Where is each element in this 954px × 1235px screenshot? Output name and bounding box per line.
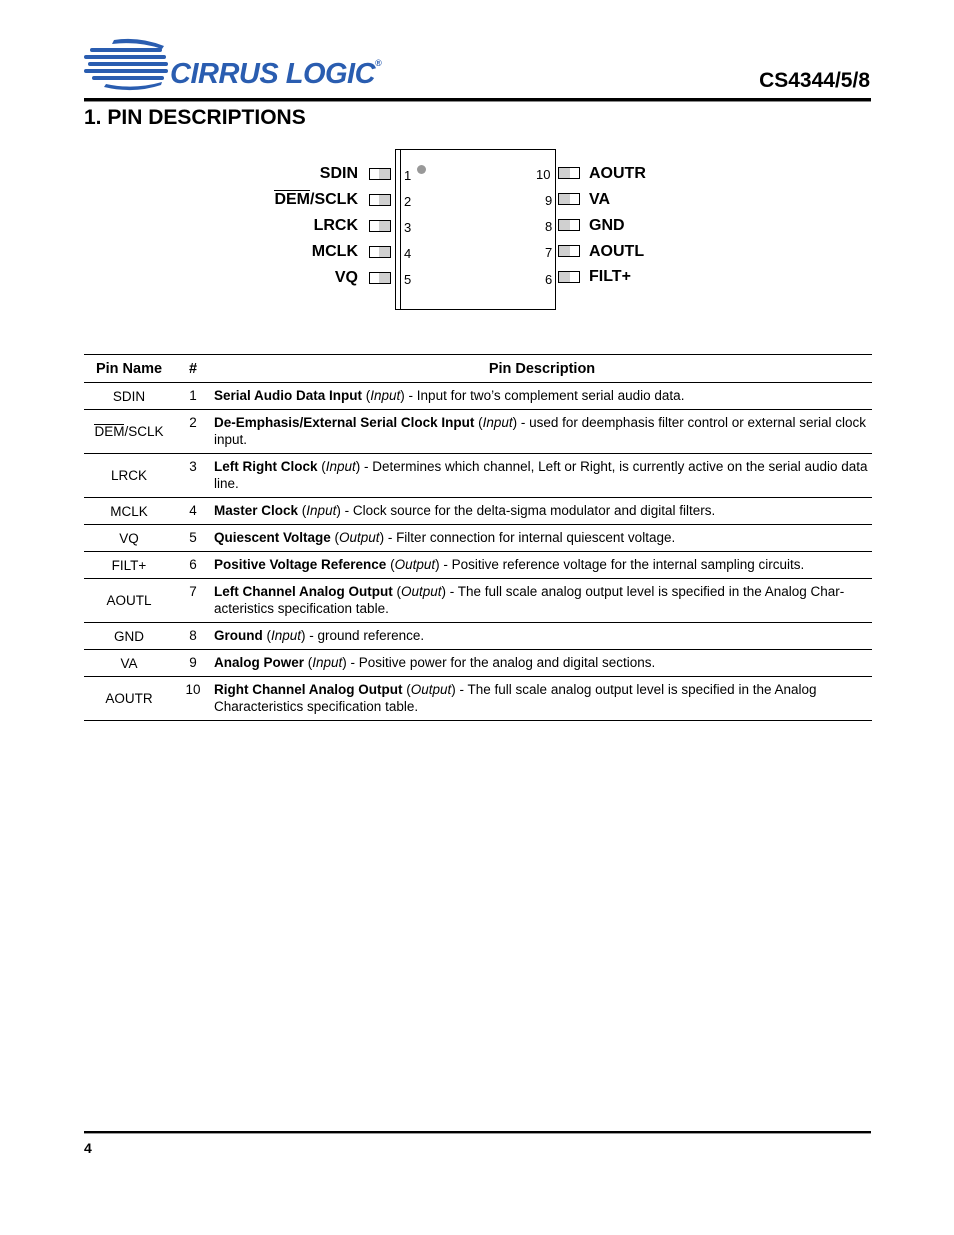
pin-name: LRCK [110,468,147,483]
pin-direction: Input [482,415,513,430]
pin-number-cell: 3 [174,454,212,498]
pin-label-dem-sclk: DEM/SCLK [274,191,358,208]
pin-number-4: 4 [404,246,412,261]
column-header-pin-name: Pin Name [84,355,174,383]
pin-number-9: 9 [545,193,553,208]
pin-pad-5 [369,272,391,284]
pin-description-cell: Analog Power (Input) - Positive power for the analog and digital sections. [212,650,872,677]
brand-name: CIRRUS LOGIC® [170,58,382,90]
pin-description-separator: - [404,388,417,403]
pin-pad-8 [558,219,580,231]
pin-description-cell: Left Right Clock (Input) - Determines which channel, Left or Right, is currently active on the serial audio data line. [212,454,872,498]
pin-description-text: The full scale analog output level is specified in the Analog Char-acteristics specification table. [214,584,845,616]
pin-name-cell [84,383,174,410]
section-title: 1. PIN DESCRIPTIONS [84,106,306,129]
pin-direction: Output [339,530,380,545]
table-body [84,383,872,721]
pin-name: MCLK [110,503,148,519]
pin-label-aoutr: AOUTR [589,165,646,182]
pin-description-text: The full scale analog output level is specified in the Analog Characteristics specification table. [214,682,817,714]
pin-number-7: 7 [545,245,553,260]
table-row [84,454,872,498]
header-divider [84,98,871,102]
table-row [84,579,872,623]
pin-pad-10 [558,167,580,179]
pin-description-cell: Master Clock (Input) - Clock source for the delta-sigma modulator and digital filters. [212,498,872,525]
pin-description-text: Determines which channel, Left or Right, is currently active on the serial audio data line. [214,459,868,491]
pin-description-text: Filter connection for internal quiescent voltage. [396,530,676,545]
pin-direction: Output [400,584,442,599]
pin-description-title: Master Clock [214,503,299,518]
pin-description-title: Left Right Clock [214,459,318,474]
table-row [84,650,872,677]
cirrus-logic-logo [84,38,382,92]
table-row [84,552,872,579]
pin-name: VA [120,655,138,671]
pin-description-text: Positive reference voltage for the internal sampling circuits. [451,557,805,572]
pin-pad-3 [369,220,391,232]
pin-description-title: Positive Voltage Reference [214,557,387,572]
pin1-indicator-icon [417,165,426,174]
pin-description-cell: Left Channel Analog Output (Output) - The full scale analog output level is specified in the Analog Char-acteristics specification table. [212,579,872,623]
pin-number-1: 1 [404,168,412,183]
pin-description-separator: - [439,557,452,572]
pin-direction: Input [306,503,337,518]
pin-number-cell: 6 [174,552,212,579]
pin-description-text: Positive power for the analog and digital sections. [358,655,656,670]
pin-label-mclk: MCLK [311,243,358,260]
table-row [84,677,872,721]
pin-name-cell [84,552,174,579]
table-row [84,623,872,650]
pin-description-separator: - [346,655,359,670]
pin-direction: Output [394,557,436,572]
pin-description-title: Serial Audio Data Input [214,388,363,403]
pin-name: AOUTL [106,593,152,608]
pin-label-sdin: SDIN [319,165,358,182]
pin-direction: Input [271,628,302,643]
pin-description-cell: Ground (Input) - ground reference. [212,623,872,650]
pin-name: SDIN [112,388,146,404]
pin-description-title: Left Channel Analog Output [214,584,393,599]
table-row [84,410,872,454]
pin-label-filt: FILT+ [589,268,631,285]
pin-description-text: ground reference. [317,628,425,643]
pin-name-cell [84,579,174,623]
pin-description-title: Right Channel Analog Output [214,682,403,697]
pin-description-separator: - [517,415,530,430]
pin-description-cell: Positive Voltage Reference (Output) - Positive reference voltage for the internal sampling circuits. [212,552,872,579]
pin-name-cell [84,498,174,525]
column-header-number: # [174,355,212,383]
logo-swoosh-icon [84,38,174,92]
pin-name-cell [84,623,174,650]
pin-label-aoutl: AOUTL [589,243,645,260]
table-row [84,525,872,552]
pin-description-separator: - [446,584,458,599]
chip-edge-line [398,149,401,310]
pin-number-5: 5 [404,272,412,287]
pin-pad-4 [369,246,391,258]
column-header-description: Pin Description [212,355,872,383]
pin-name-cell [84,454,174,498]
pin-description-cell: Serial Audio Data Input (Input) - Input for two’s complement serial audio data. [212,383,872,410]
pin-pad-2 [369,194,391,206]
pin-description-title: Ground [214,628,263,643]
pin-name-cell [84,677,174,721]
table-row [84,383,872,410]
pin-description-separator: - [305,628,318,643]
pin-number-cell: 10 [174,677,212,721]
pin-pad-9 [558,193,580,205]
pin-number-3: 3 [404,220,412,235]
pin-label-va: VA [589,191,611,208]
footer-divider [84,1131,871,1134]
pin-description-cell: Quiescent Voltage (Output) - Filter connection for internal quiescent voltage. [212,525,872,552]
pin-number-cell: 9 [174,650,212,677]
pin-description-title: Analog Power [214,655,305,670]
pin-name: /SCLK [124,424,164,439]
pin-pad-6 [558,271,580,283]
pin-description-title: De-Emphasis/External Serial Clock Input [214,415,475,430]
pin-direction: Input [325,459,356,474]
pin-direction: Output [410,682,452,697]
pin-name: GND [114,628,144,644]
pin-description-separator: - [455,682,468,697]
pin-pad-1 [369,168,391,180]
document-title: CS4344/5/8 [759,69,870,92]
pin-name-cell [84,525,174,552]
pin-number-6: 6 [545,272,553,287]
pin-pad-7 [558,245,580,257]
pin-description-text: Clock source for the delta-sigma modulator and digital filters. [352,503,716,518]
page-number: 4 [84,1140,92,1156]
pin-number-8: 8 [545,219,553,234]
pin-number-cell: 8 [174,623,212,650]
pin-description-separator: - [340,503,353,518]
pin-description-cell: De-Emphasis/External Serial Clock Input (Input) - used for deemphasis filter control or external serial clock input. [212,410,872,454]
pin-label-gnd: GND [589,217,625,234]
pin-number-10: 10 [536,167,551,182]
pin-name-cell [84,650,174,677]
pin-number-cell: 2 [174,410,212,454]
pin-description-separator: - [384,530,397,545]
pin-number-cell: 7 [174,579,212,623]
pin-description-cell: Right Channel Analog Output (Output) - The full scale analog output level is specified in the Analog Characteristics specification table. [212,677,872,721]
pin-label-vq: VQ [334,269,358,286]
pin-number-cell: 4 [174,498,212,525]
pin-description-text: Input for two’s complement serial audio data. [416,388,685,403]
pin-name: AOUTR [105,691,153,706]
pin-number-2: 2 [404,194,412,209]
pin-name-cell [84,410,174,454]
table-row [84,498,872,525]
pin-description-table [84,354,872,721]
pin-name-overbar: DEM [94,424,125,439]
pin-description-separator: - [360,459,373,474]
pin-description-text: used for deemphasis filter control or external serial clock input. [214,415,867,447]
pin-direction: Input [312,655,343,670]
table-header-row [84,355,872,383]
pin-label-lrck: LRCK [313,217,358,234]
pin-name: VQ [119,530,139,546]
pin-number-cell: 1 [174,383,212,410]
pin-direction: Input [370,388,401,403]
pin-name: FILT+ [111,557,147,573]
pin-description-title: Quiescent Voltage [214,530,331,545]
pin-number-cell: 5 [174,525,212,552]
